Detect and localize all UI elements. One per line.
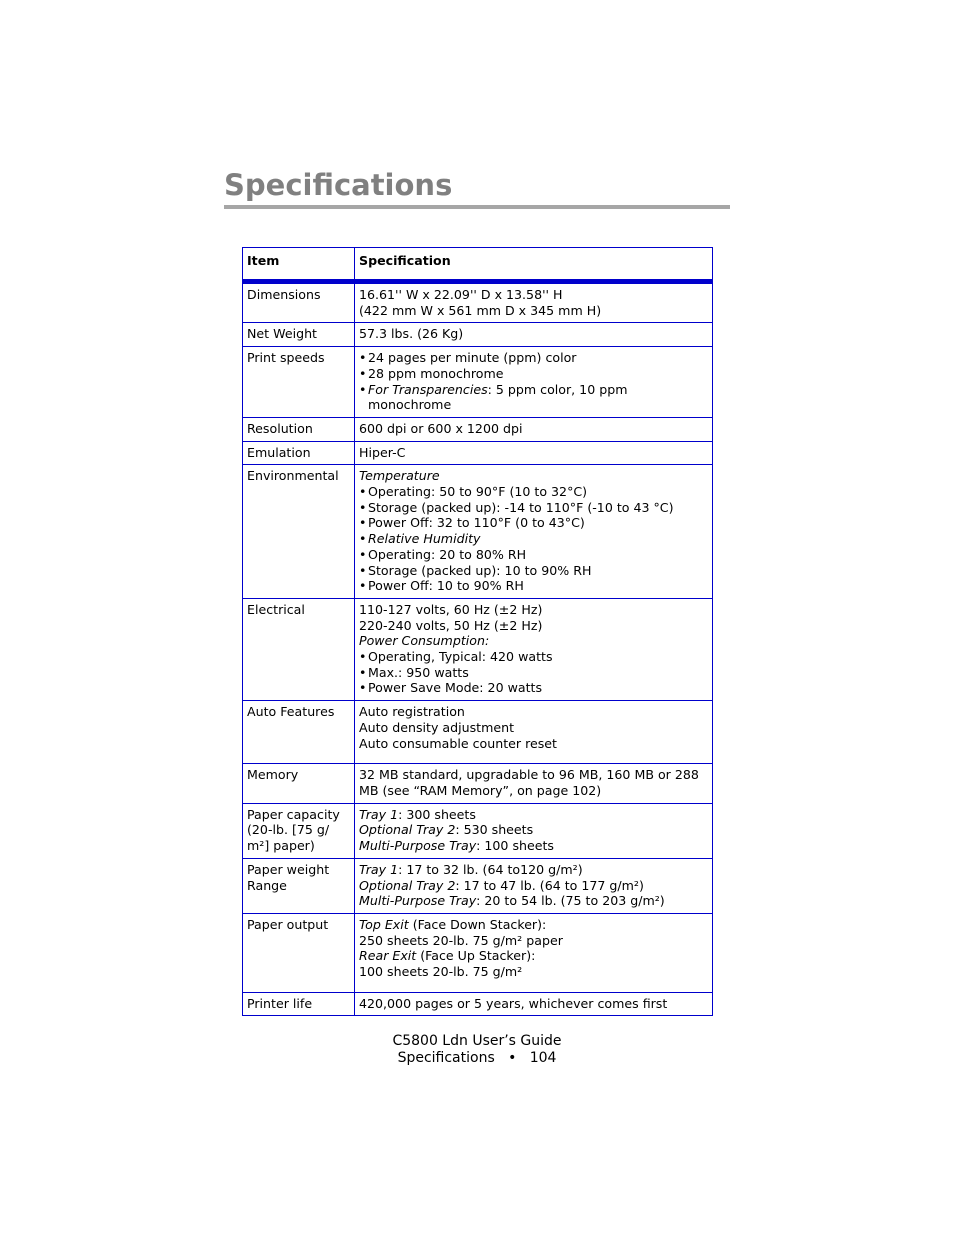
row-item-label: Dimensions [243, 282, 355, 323]
bullet-text [368, 350, 708, 366]
table-row [243, 992, 713, 1016]
row-specification [355, 913, 713, 992]
spec-line [359, 720, 708, 736]
spec-line [359, 807, 708, 823]
table-row [243, 803, 713, 858]
page-title: Specifications [224, 168, 453, 202]
bullet-icon: • [359, 350, 367, 366]
spec-line [359, 326, 708, 342]
page-footer [0, 1033, 954, 1067]
bullet-text [368, 665, 708, 681]
bullet-item [359, 366, 708, 382]
bullet-item [359, 665, 708, 681]
header-specification: Specification [355, 248, 713, 282]
italic-term: Top Exit [359, 916, 409, 932]
spec-text: : 530 sheets [455, 822, 534, 838]
bullet-text [368, 500, 708, 516]
spec-line [359, 303, 708, 319]
spec-text: : 300 sheets [398, 806, 476, 822]
row-specification [355, 282, 713, 323]
spec-text: Operating, Typical: 420 watts [368, 649, 553, 665]
spec-line [359, 917, 708, 933]
bullet-item [359, 563, 708, 579]
spec-text: 57.3 lbs. (26 Kg) [359, 326, 464, 342]
row-specification [355, 803, 713, 858]
row-specification [355, 992, 713, 1016]
footer-section-page: Specifications • 104 [397, 1050, 557, 1066]
italic-term: Power Consumption: [359, 633, 490, 649]
spec-line [359, 933, 708, 949]
spec-line [359, 838, 708, 854]
spec-text: : 5 ppm color, 10 ppm monochrome [368, 381, 628, 413]
italic-term: Multi-Purpose Tray [359, 838, 477, 854]
row-item-label: Resolution [243, 417, 355, 441]
bullet-text [368, 515, 708, 531]
italic-term: Temperature [359, 468, 440, 484]
bullet-item [359, 515, 708, 531]
row-specification [355, 701, 713, 764]
spec-line [359, 445, 708, 461]
bullet-item [359, 649, 708, 665]
italic-term: Optional Tray 2 [359, 822, 456, 838]
bullet-text [368, 547, 708, 563]
bullet-icon: • [359, 515, 367, 531]
bullet-icon: • [359, 562, 367, 578]
italic-term: Tray 1 [359, 806, 399, 822]
bullet-item [359, 680, 708, 696]
bullet-icon: • [359, 381, 367, 397]
spec-text: Operating: 50 to 90°F (10 to 32°C) [368, 484, 588, 500]
bullet-text [368, 563, 708, 579]
table-row [243, 282, 713, 323]
bullet-text [368, 649, 708, 665]
bullet-icon: • [359, 365, 367, 381]
row-item-label: Emulation [243, 441, 355, 465]
spec-line [359, 783, 708, 799]
spec-line [359, 618, 708, 634]
bullet-item [359, 531, 708, 547]
cell-spacer [359, 980, 708, 988]
spec-text: 420,000 pages or 5 years, whichever comes first [359, 995, 668, 1011]
table-row [243, 764, 713, 803]
row-item-label: Environmental [243, 465, 355, 599]
row-item-label: Auto Features [243, 701, 355, 764]
spec-text: 24 pages per minute (ppm) color [368, 350, 577, 366]
spec-line [359, 996, 708, 1012]
spec-line [359, 468, 708, 484]
spec-line [359, 893, 708, 909]
table-row [243, 441, 713, 465]
spec-text: (422 mm W x 561 mm D x 345 mm H) [359, 302, 602, 318]
row-specification [355, 598, 713, 700]
spec-text: Storage (packed up): 10 to 90% RH [368, 562, 592, 578]
spec-line [359, 633, 708, 649]
spec-text: : 20 to 54 lb. (75 to 203 g/m²) [476, 893, 665, 909]
spec-text: Power Off: 32 to 110°F (0 to 43°C) [368, 515, 585, 531]
row-specification [355, 441, 713, 465]
spec-line [359, 767, 708, 783]
bullet-icon: • [359, 484, 367, 500]
table-row [243, 858, 713, 913]
row-specification [355, 465, 713, 599]
title-underline [224, 205, 730, 209]
italic-term: Optional Tray 2 [359, 877, 456, 893]
spec-line [359, 421, 708, 437]
bullet-item [359, 500, 708, 516]
italic-term: For Transparencies [368, 381, 488, 397]
bullet-icon: • [359, 649, 367, 665]
bullet-item [359, 382, 708, 413]
table-row [243, 323, 713, 347]
bullet-item [359, 350, 708, 366]
spec-text: 600 dpi or 600 x 1200 dpi [359, 420, 523, 436]
spec-text: 28 ppm monochrome [368, 365, 504, 381]
italic-term: Rear Exit [359, 948, 417, 964]
spec-line [359, 822, 708, 838]
specifications-table [242, 247, 713, 1016]
cell-spacer [359, 751, 708, 759]
spec-line [359, 948, 708, 964]
bullet-icon: • [359, 546, 367, 562]
bullet-text [368, 484, 708, 500]
row-specification [355, 347, 713, 418]
spec-text: Hiper-C [359, 444, 406, 460]
spec-text: MB (see “RAM Memory”, on page 102) [359, 782, 602, 798]
bullet-icon: • [359, 499, 367, 515]
spec-line [359, 964, 708, 980]
bullet-icon: • [359, 578, 367, 594]
row-item-label: Paper capacity (20-lb. [75 g/ m²] paper) [243, 803, 355, 858]
spec-text: : 17 to 47 lb. (64 to 177 g/m²) [455, 877, 644, 893]
row-item-label: Paper weight Range [243, 858, 355, 913]
row-item-label: Electrical [243, 598, 355, 700]
italic-term: Tray 1 [359, 861, 399, 877]
bullet-icon: • [359, 680, 367, 696]
row-item-label: Memory [243, 764, 355, 803]
table-row [243, 598, 713, 700]
spec-line [359, 862, 708, 878]
spec-line [359, 704, 708, 720]
footer-guide-title: C5800 Ldn User’s Guide [392, 1033, 562, 1049]
table-header-row [243, 248, 713, 282]
table-row [243, 701, 713, 764]
spec-line [359, 736, 708, 752]
spec-text: 100 sheets 20-lb. 75 g/m² [359, 964, 523, 980]
row-item-label: Net Weight [243, 323, 355, 347]
spec-line [359, 602, 708, 618]
bullet-text [368, 366, 708, 382]
spec-text: Auto registration [359, 704, 465, 720]
spec-text: (Face Up Stacker): [416, 948, 536, 964]
spec-line [359, 878, 708, 894]
row-specification [355, 323, 713, 347]
bullet-text [368, 680, 708, 696]
spec-text: 32 MB standard, upgradable to 96 MB, 160 MB or 288 [359, 767, 699, 783]
spec-text: 110-127 volts, 60 Hz (±2 Hz) [359, 601, 543, 617]
bullet-text [368, 531, 708, 547]
bullet-item [359, 547, 708, 563]
table-row [243, 417, 713, 441]
bullet-item [359, 484, 708, 500]
row-item-label: Paper output [243, 913, 355, 992]
spec-text: (Face Down Stacker): [408, 916, 547, 932]
table-row [243, 465, 713, 599]
table-row [243, 347, 713, 418]
spec-text: Power Save Mode: 20 watts [368, 680, 543, 696]
spec-text: Power Off: 10 to 90% RH [368, 578, 524, 594]
row-specification [355, 764, 713, 803]
bullet-icon: • [359, 664, 367, 680]
bullet-text [368, 382, 708, 413]
row-specification [355, 858, 713, 913]
spec-text: : 17 to 32 lb. (64 to120 g/m²) [398, 861, 583, 877]
spec-text: Auto consumable counter reset [359, 735, 557, 751]
spec-text: 16.61'' W x 22.09'' D x 13.58'' H [359, 287, 563, 302]
spec-text: Max.: 950 watts [368, 664, 469, 680]
row-item-label: Printer life [243, 992, 355, 1016]
table-body [243, 282, 713, 1016]
italic-term: Relative Humidity [368, 531, 481, 547]
table-row [243, 913, 713, 992]
spec-text: 250 sheets 20-lb. 75 g/m² paper [359, 932, 563, 948]
spec-text: Storage (packed up): -14 to 110°F (-10 to 43 °C) [368, 499, 674, 515]
bullet-item [359, 578, 708, 594]
spec-text: : 100 sheets [476, 838, 554, 854]
row-specification [355, 417, 713, 441]
spec-text: 220-240 volts, 50 Hz (±2 Hz) [359, 617, 543, 633]
bullet-text [368, 578, 708, 594]
italic-term: Multi-Purpose Tray [359, 893, 477, 909]
spec-line [359, 287, 708, 303]
spec-text: Auto density adjustment [359, 719, 515, 735]
row-item-label: Print speeds [243, 347, 355, 418]
spec-text: Operating: 20 to 80% RH [368, 546, 527, 562]
header-item: Item [243, 248, 355, 282]
bullet-icon: • [359, 531, 367, 547]
